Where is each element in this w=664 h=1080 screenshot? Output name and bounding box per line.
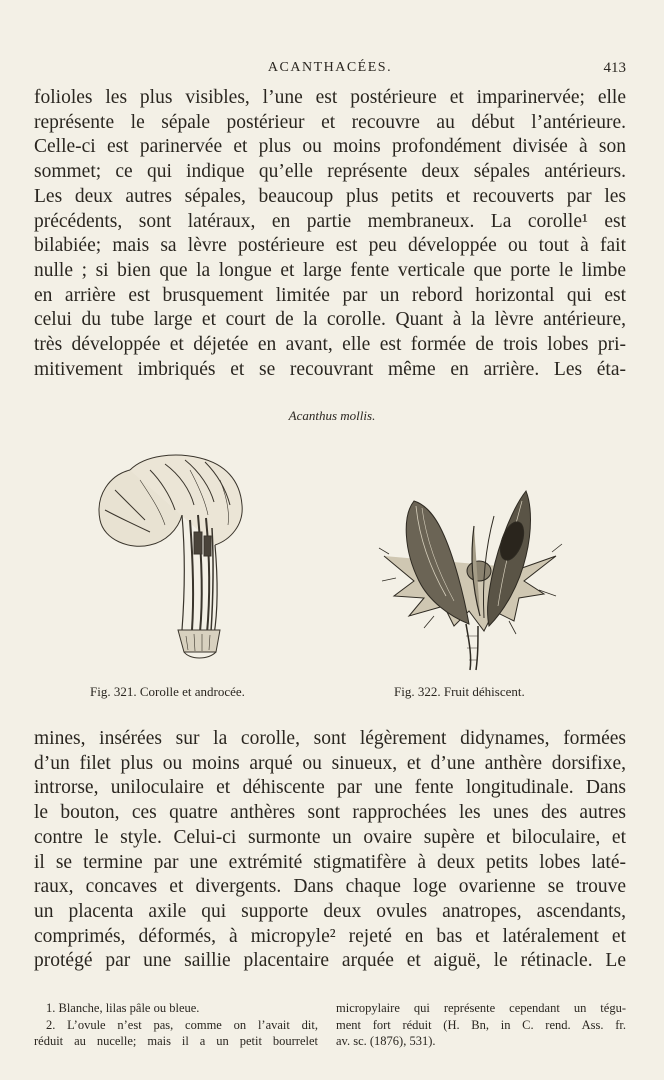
text-line: protégé par une saillie placentaire arquée et aiguë, le rétinacle. Le [34, 950, 626, 972]
dehiscent-fruit-illustration [374, 486, 564, 672]
text-line: comprimés, déformés, à micropyle² rejeté en bas et latéralement et [34, 925, 626, 947]
running-title: ACANTHACÉES. [267, 60, 393, 75]
body-paragraph-bottom [34, 727, 626, 974]
text-line: Celle-ci est parinervée et plus ou moins profondément divisée à son [34, 136, 626, 158]
text-line: représente le sépale postérieur et recouvre au début l’antérieure. [34, 111, 626, 133]
figure-321-caption: Fig. 321. Corolle et androcée. [90, 684, 245, 699]
page-header [34, 60, 626, 84]
footnote-1: 1. Blanche, lilas pâle ou bleue. [46, 1001, 200, 1015]
plate-title: Acanthus mollis. [288, 408, 376, 423]
text-line: en arrière est brusquement limitée par un rebord horizontal qui est [34, 284, 626, 306]
footnotes-left-column [34, 1000, 318, 1050]
figure-322-caption: Fig. 322. Fruit déhiscent. [394, 684, 525, 699]
footnote-2-continued: ment fort réduit (H. Bn, in C. rend. Ass. fr. [336, 1017, 626, 1032]
text-line: mitivement imbriqués et se recouvrant même en arrière. Les éta- [34, 358, 626, 380]
text-line: contre le style. Celui-ci surmonte un ovaire supère et biloculaire, et [34, 826, 626, 848]
footnotes-right-column [336, 1000, 626, 1050]
text-line: d’un filet plus ou moins arqué ou sinueux, et d’une anthère dorsifixe, [34, 752, 626, 774]
text-line: introrse, uniloculaire et déhiscente par une fente longitudinale. Dans [34, 777, 626, 799]
page-number: 413 [603, 60, 626, 76]
text-line: précédents, sont latéraux, en partie membraneux. La corolle¹ est [34, 210, 626, 232]
body-paragraph-top [34, 86, 626, 382]
text-line: très développée et déjetée en avant, elle est formée de trois lobes pri- [34, 334, 626, 356]
text-line: Les deux autres sépales, beaucoup plus petits et recouverts par les [34, 185, 626, 207]
text-line: raux, concaves et divergents. Dans chaque loge ovarienne se trouve [34, 876, 626, 898]
text-line: sommet; ce qui indique qu’elle représente deux sépales antérieurs. [34, 161, 626, 183]
corolla-androecium-illustration [90, 450, 250, 670]
footnote-2-continued: micropylaire qui représente cependant un tégu- [336, 1001, 626, 1015]
text-line: mines, insérées sur la corolle, sont légèrement didynames, formées [34, 728, 626, 749]
footnote-2: 2. L’ovule n’est pas, comme on l’avait dit, [46, 1017, 318, 1032]
text-line: nulle ; si bien que la longue et large fente verticale que porte le limbe [34, 259, 626, 281]
text-line: celui du tube large et court de la corolle. Quant à la lèvre antérieure, [34, 309, 626, 331]
text-line: folioles les plus visibles, l’une est postérieure et imparinervée; elle [34, 87, 626, 108]
footnote-2-continued: réduit au nucelle; mais il a un petit bourrelet [34, 1034, 318, 1049]
footnote-2-continued: av. sc. (1876), 531). [336, 1034, 436, 1049]
text-line: un placenta axile qui supporte deux ovules anatropes, ascendants, [34, 900, 626, 922]
text-line: bilabiée; mais sa lèvre postérieure est peu développée ou tout à fait [34, 235, 626, 257]
text-line: le bouton, ces quatre anthères sont rapprochées les unes des autres [34, 802, 626, 824]
text-line: il se termine par une extrémité stigmatifère à deux petits lobes laté- [34, 851, 626, 873]
